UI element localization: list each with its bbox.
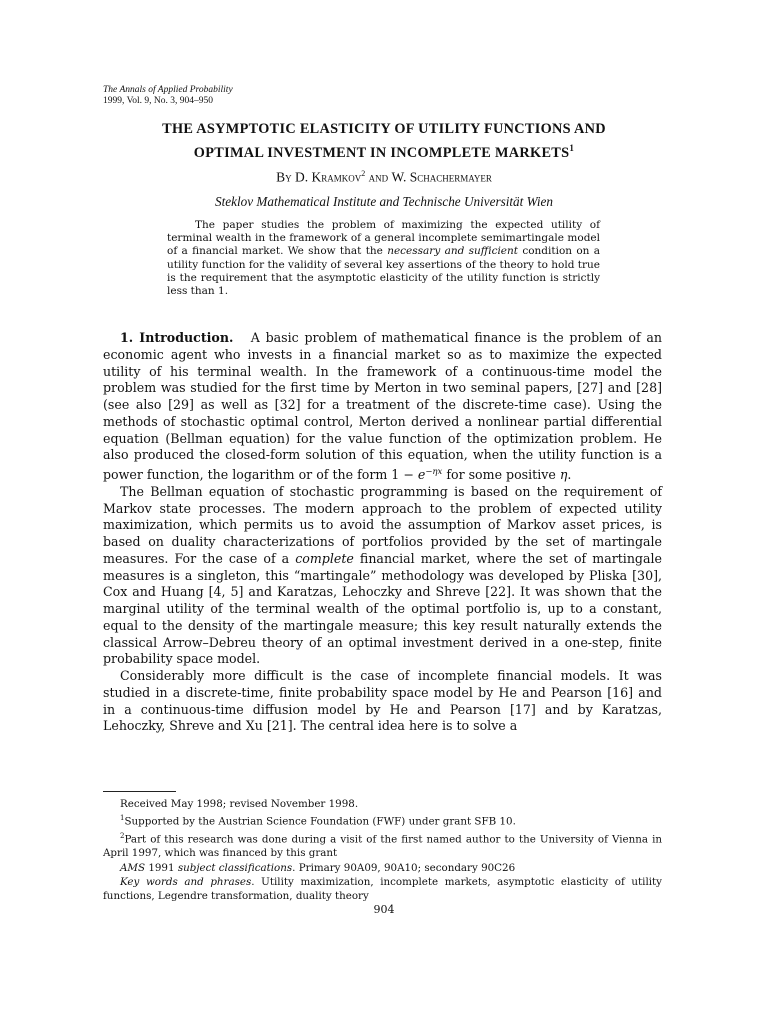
intro-paragraph-3: Considerably more difficult is the case of incomplete financial models. It was studied in a discrete-time, finite probability space model by He and Pearson [16] and in a continuous-time diffusion model by He and Pearson [17] and by Karatzas, Lehoczky, Shreve and Xu [21]. The central idea here is to solve a — [103, 668, 662, 734]
author-1-mark: 2 — [361, 169, 366, 178]
ams-label-2: subject classifications — [177, 861, 293, 874]
title-footnote-mark: 1 — [569, 143, 575, 153]
p2-text-b: financial market, where the set of martingale measures is a singleton, this “martingale” methodology was developed by Pliska [30], Cox and Huang [4, 5] and Karatzas, Lehoczky and Shreve [22]. It was shown that the marginal utility of the terminal wealth of the optimal portfolio is, up to a constant, equal to the density of the martingale measure; this key result naturally extends the classical Arrow–Debreu theory of an optimal investment derived in a one-step, finite probability space model. — [103, 550, 662, 667]
abstract-emphasis: necessary and sufficient — [387, 245, 519, 258]
p1-math-e: e — [417, 467, 426, 483]
title-line-1: THE ASYMPTOTIC ELASTICITY OF UTILITY FUNCTIONS AND — [162, 121, 606, 137]
p2-text-a: The Bellman equation of stochastic programming is based on the requirement of Markov state processes. The modern approach to the problem of expected utility maximization, which permits us to avoid the assumption of Markov asset prices, is based on duality characterizations of portfolios provided by the set of martingale measures. For the case of a — [103, 483, 662, 566]
footnote-2-mark: 2 — [120, 831, 125, 840]
p1-text-a: A basic problem of mathematical finance is the problem of an economic agent who invests in a financial market so as to maximize the expected utility of his terminal wealth. In the framework of a continuous-time model the problem was studied for the first time by Merton in two seminal papers, [27] and [28] (see also [29] as well as [32] for a treatment of the discrete-time case). Using the methods of stochastic optimal control, Merton derived a nonlinear partial differential equation (Bellman equation) for the value function of the optimization problem. He also produced the closed-form solution of this equation, when the utility function is a power function, the logarithm or of the form 1 − — [103, 330, 662, 483]
paper-title — [100, 120, 668, 163]
received-note: Received May 1998; revised November 1998. — [120, 798, 359, 810]
ams-classification — [103, 861, 662, 875]
keywords — [103, 875, 662, 903]
author-1: D. Kramkov — [294, 169, 362, 185]
p1-math-eta: η — [559, 467, 568, 483]
keywords-text: . Utility maximization, incomplete markets, asymptotic elasticity of utility functions, Legendre transformation, duality theory — [103, 875, 662, 903]
footnote-rule — [103, 791, 176, 792]
intro-paragraph-2 — [103, 484, 662, 668]
by-label: By — [276, 169, 292, 185]
p2-emphasis: complete — [295, 550, 354, 566]
title-line-2 — [100, 139, 668, 163]
and-label: and — [368, 169, 389, 185]
abstract-text-2: condition on a utility function for the validity of several key assertions of the theory to hold true is the requirement that the asymptotic elasticity of the utility function is strictly less than 1. — [167, 245, 600, 298]
section-heading: 1. Introduction. — [120, 330, 234, 345]
p1-text-b: for some positive — [442, 467, 560, 483]
footnote-1-text: Supported by the Austrian Science Foundation (FWF) under grant SFB 10. — [124, 815, 516, 828]
author-line — [100, 169, 668, 186]
body-text — [103, 330, 662, 735]
ams-text: . Primary 90A09, 90A10; secondary 90C26 — [292, 861, 516, 874]
keywords-label: Key words and phrases — [120, 875, 252, 888]
ams-label: AMS — [120, 861, 146, 874]
footnote-1-mark: 1 — [120, 814, 125, 823]
journal-name: The Annals of Applied Probability — [103, 85, 233, 95]
title-line-2-text: OPTIMAL INVESTMENT IN INCOMPLETE MARKETS — [193, 144, 570, 161]
abstract-text-1: The paper studies the problem of maximizing the expected utility of terminal wealth in the framework of a general incomplete semimartingale model of a financial market. We show that the — [167, 219, 600, 258]
intro-paragraph-1 — [103, 330, 662, 484]
p1-math-exponent: −ηx — [425, 467, 443, 477]
author-2: W. Schachermayer — [391, 169, 492, 185]
page-number: 904 — [373, 903, 395, 916]
footnote-2 — [103, 829, 662, 861]
abstract — [167, 219, 600, 298]
p1-text-c: . — [567, 467, 572, 483]
journal-header — [103, 85, 233, 107]
footnote-1 — [103, 811, 662, 829]
footnote-2-text: Part of this research was done during a visit of the first named author to the University of Vienna in April 1997, which was financed by this grant — [103, 833, 662, 860]
affiliation: Steklov Mathematical Institute and Technische Universität Wien — [215, 194, 553, 209]
ams-year: 1991 — [145, 861, 178, 874]
footnotes — [103, 797, 662, 903]
journal-issue: 1999, Vol. 9, No. 3, 904–950 — [103, 96, 213, 106]
